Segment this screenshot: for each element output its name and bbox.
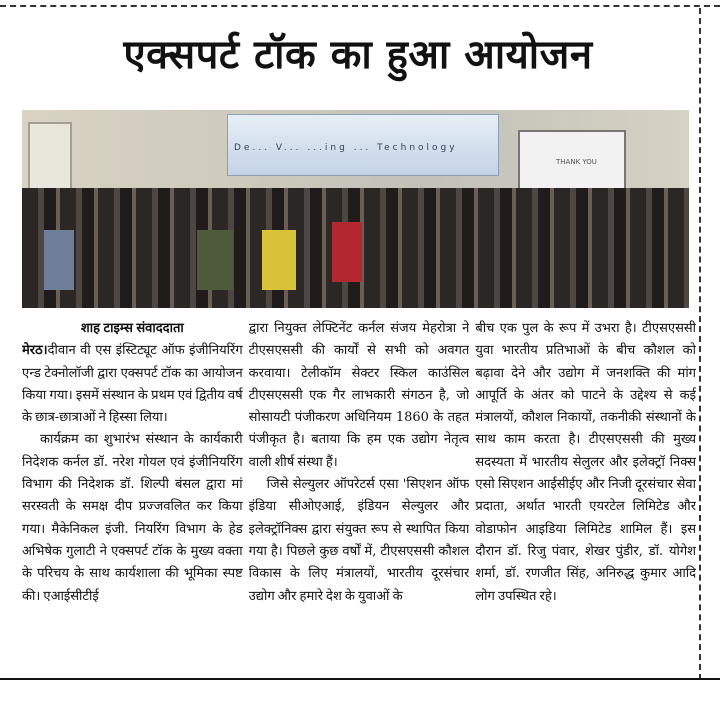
paragraph: कार्यक्रम का शुभारंभ संस्थान के कार्यकारी निदेशक कर्नल डॉ. नरेश गोयल एवं इंजीनियरिंग विभाग की निदेशक डॉ. शिल्पी बंसल द्वारा मां सरस्वती के समक्ष दीप प्रज्जवलित कर किया गया। मैकेनिकल इंजी. नियरिंग विभाग के हेड अभिषेक गुलाटी ने एक्सपर्ट टॉक के मुख्य वक्ता के परिचय के साथ कार्यशाला की भूमिका स्पष्ट की। एआईसीटीई — [22, 432, 243, 604]
top-dashed-rule — [0, 5, 720, 7]
bottom-rule — [0, 678, 720, 680]
headline: एक्सपर्ट टॉक का हुआ आयोजन — [123, 32, 593, 78]
paragraph: द्वारा नियुक्त लेफ्टिनेंट कर्नल संजय मेहरोत्रा ने टीएसएससी की कार्यों से सभी को अवगत करवाया। टेलीकॉम सेक्टर स्किल काउंसिल टीएसएससी एक गैर लाभकारी संगठन है, जो सोसायटी पंजीकरण अधिनियम 1860 के तहत पंजीकृत है। बताया कि हम एक उद्योग नेतृत्व वाली शीर्ष संस्था हैं। — [248, 321, 470, 470]
paragraph: बीच एक पुल के रूप में उभरा है। टीएसएससी युवा भारतीय प्रतिभाओं के बीच कौशल को बढ़ावा देने और उद्योग में जनशक्ति की मांग आपूर्ति के अंतर को पाटने के उद्देश्य से कई मंत्रालयों, कौशल निकायों, तकनीकी संस्थानों के साथ काम करता है। टीएसएससी की मुख्य सदस्यता में भारतीय सेलुलर और इलेक्ट्रॉ निक्स एसो सिएशन आईसीईए और निजी दूरसंचार सेवा प्रदाता, अर्थात भारती एयरटेल लिमिटेड और वोडाफोन आइडिया लिमिटेड शामिल हैं। इस दौरान डॉ. रिजु पंवार, शेखर पुंडीर, डॉ. योगेश शर्मा, डॉ. रणजीत सिंह, अनिरुद्ध कुमार आदि लोग उपस्थित रहे। — [475, 321, 697, 604]
column-3 — [475, 318, 696, 676]
dateline: मेरठ। — [22, 343, 48, 359]
paragraph: मेरठ।दीवान वी एस इंस्टिट्यूट ऑफ इंजीनियरिंग एन्ड टेक्नोलॉजी द्वारा एक्सपर्ट टॉक का आयोजन किया गया। इसमें संस्थान के प्रथम एवं द्वितीय वर्ष के छात्र-छात्राओं ने हिस्सा लिया। — [22, 343, 243, 426]
column-cut-rule — [699, 8, 701, 680]
byline: शाह टाइम्स संवाददाता — [80, 321, 184, 336]
screen-text: THANK YOU — [556, 158, 597, 166]
article-body — [22, 318, 696, 676]
stage-banner — [227, 114, 499, 176]
paragraph: जिसे सेल्युलर ऑपरेटर्स एसा 'सिएशन ऑफ इंडिया सीओएआई, इंडियन सेल्युलर और इलेक्ट्रॉनिक्स द्वारा संयुक्त रूप से स्थापित किया गया है। पिछले कुछ वर्षों में, टीएसएससी कौशल विकास के लिए मंत्रालयों, भारतीय दूरसंचार उद्योग और हमारे देश के युवाओं के — [248, 477, 470, 604]
banner-text: De... V... ...ing ... Technology — [234, 143, 458, 153]
column-2 — [249, 318, 470, 676]
column-1 — [22, 318, 243, 676]
event-photo — [22, 110, 689, 308]
